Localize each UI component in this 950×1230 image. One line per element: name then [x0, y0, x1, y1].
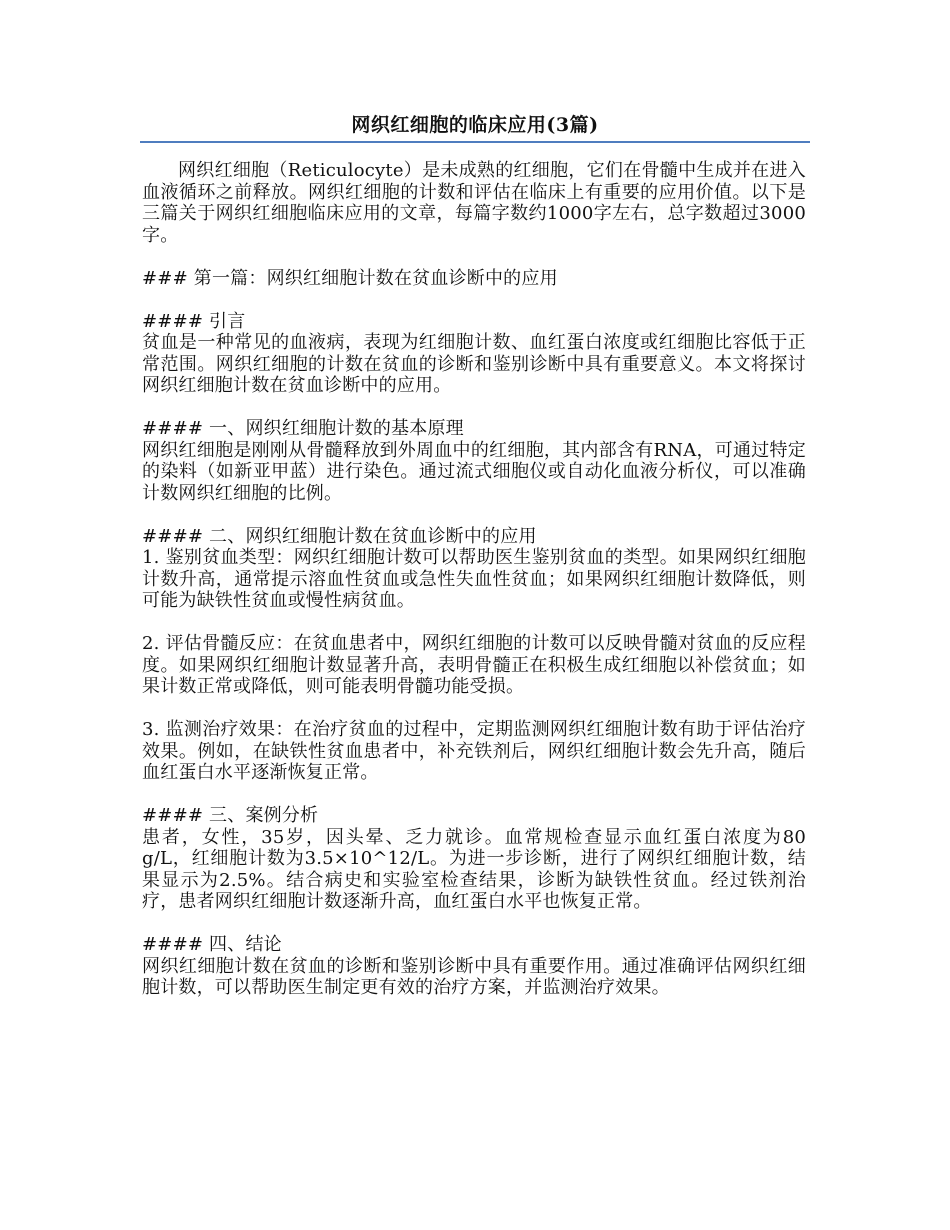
- section-heading-intro: #### 引言: [142, 310, 246, 332]
- section-heading-principle: #### 一、网织红细胞计数的基本原理: [142, 418, 464, 439]
- section-paragraph: 患者，女性，35岁，因头晕、乏力就诊。血常规检查显示血红蛋白浓度为80 g/L，红细胞计数为3.5×10^12/L。为进一步诊断，进行了网织红细胞计数，结果显示为2.5%。结合病史和实验室检查结果，诊断为缺铁性贫血。经过铁剂治疗，患者网织红细胞计数逐渐升高，血红蛋白水平也恢复正常。: [142, 826, 806, 912]
- article-heading: ### 第一篇：网织红细胞计数在贫血诊断中的应用: [142, 267, 558, 289]
- section-paragraph: 贫血是一种常见的血液病，表现为红细胞计数、血红蛋白浓度或红细胞比容低于正常范围。网织红细胞的计数在贫血的诊断和鉴别诊断中具有重要意义。本文将探讨网织红细胞计数在贫血诊断中的应用。: [142, 332, 806, 396]
- document-body: [142, 160, 806, 999]
- list-item-paragraph: 1. 鉴别贫血类型：网织红细胞计数可以帮助医生鉴别贫血的类型。如果网织红细胞计数升高，通常提示溶血性贫血或急性失血性贫血；如果网织红细胞计数降低，则可能为缺铁性贫血或慢性病贫血。: [142, 547, 806, 611]
- section-heading-application: #### 二、网织红细胞计数在贫血诊断中的应用: [142, 525, 537, 547]
- section-heading-conclusion: #### 四、结论: [142, 934, 282, 955]
- intro-paragraph: 网织红细胞（Reticulocyte）是未成熟的红细胞，它们在骨髓中生成并在进入血液循环之前释放。网织红细胞的计数和评估在临床上有重要的应用价值。以下是三篇关于网织红细胞临床应用的文章，每篇字数约1000字左右，总字数超过3000字。: [142, 160, 806, 246]
- section-paragraph: 网织红细胞计数在贫血的诊断和鉴别诊断中具有重要作用。通过准确评估网织红细胞计数，可以帮助医生制定更有效的治疗方案，并监测治疗效果。: [142, 955, 806, 998]
- title-underline-divider: [140, 141, 810, 143]
- section-heading-case: #### 三、案例分析: [142, 805, 319, 826]
- document-title: 网织红细胞的临床应用(3篇): [351, 114, 599, 136]
- section-paragraph: 网织红细胞是刚刚从骨髓释放到外周血中的红细胞，其内部含有RNA，可通过特定的染料（如新亚甲蓝）进行染色。通过流式细胞仪或自动化血液分析仪，可以准确计数网织红细胞的比例。: [142, 439, 806, 504]
- list-item-paragraph: 3. 监测治疗效果：在治疗贫血的过程中，定期监测网织红细胞计数有助于评估治疗效果。例如，在缺铁性贫血患者中，补充铁剂后，网织红细胞计数会先升高，随后血红蛋白水平逐渐恢复正常。: [142, 719, 806, 783]
- list-item-paragraph: 2. 评估骨髓反应：在贫血患者中，网织红细胞的计数可以反映骨髓对贫血的反应程度。如果网织红细胞计数显著升高，表明骨髓正在积极生成红细胞以补偿贫血；如果计数正常或降低，则可能表明骨髓功能受损。: [142, 633, 806, 697]
